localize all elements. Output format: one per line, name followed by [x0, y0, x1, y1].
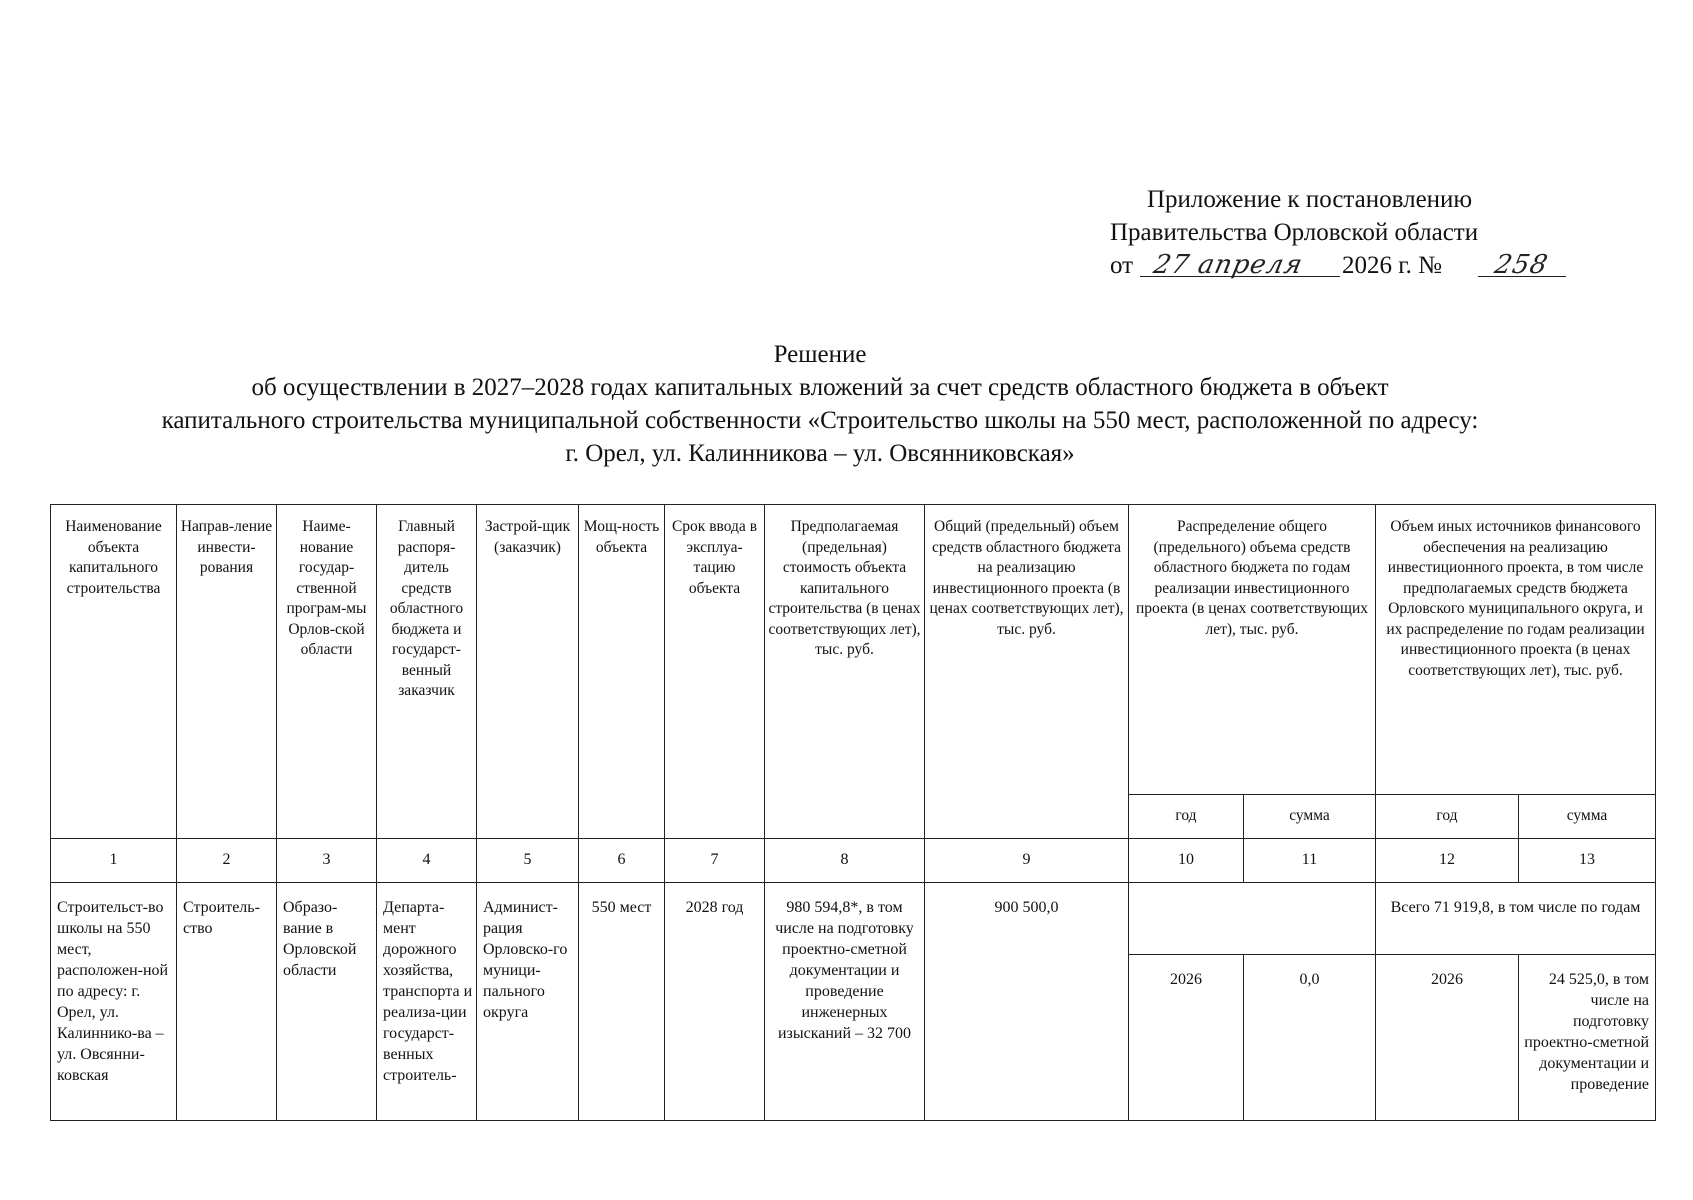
appendix-ot: от — [1110, 252, 1134, 279]
header-term: Срок ввода в эксплуа-тацию объекта — [665, 505, 765, 839]
cell-other-total: Всего 71 919,8, в том числе по годам — [1376, 883, 1656, 955]
column-number: 10 — [1129, 839, 1244, 883]
appendix-line-2: Правительства Орловской области — [1110, 219, 1479, 246]
cell-capacity: 550 мест — [579, 883, 665, 1121]
subheader-sum-b: сумма — [1519, 795, 1656, 839]
column-number: 11 — [1244, 839, 1376, 883]
header-object-name: Наименование объекта капитального строительства — [51, 505, 177, 839]
handwritten-date: 27 апреля — [1150, 250, 1306, 280]
title-line-1: Решение — [773, 341, 867, 368]
cell-sum-a: 0,0 — [1244, 955, 1376, 1121]
header-budget-distribution: Распределение общего (предельного) объема средств областного бюджета по годам реализации инвестиционного проекта (в ценах соответствующих лет), тыс. руб. — [1129, 505, 1376, 795]
document-title — [0, 338, 1640, 470]
title-line-2: об осуществлении в 2027–2028 годах капитальных вложений за счет средств областного бюджета в объект — [251, 374, 1389, 401]
subheader-year-a: год — [1129, 795, 1244, 839]
appendix-line-3 — [1110, 249, 1580, 282]
appendix-year: 2026 г. № — [1342, 252, 1443, 279]
column-number: 6 — [579, 839, 665, 883]
appendix-block — [1110, 183, 1580, 282]
header-direction: Направ-ление инвести-рования — [177, 505, 277, 839]
column-number: 3 — [277, 839, 377, 883]
subheader-sum-a: сумма — [1244, 795, 1376, 839]
column-number: 7 — [665, 839, 765, 883]
title-line-4: г. Орел, ул. Калинникова – ул. Овсянниковская» — [565, 440, 1075, 467]
header-program: Наиме-нование государ-ственной програм-мы Орлов-ской области — [277, 505, 377, 839]
cell-direction: Строитель-ство — [177, 883, 277, 1121]
column-number: 8 — [765, 839, 925, 883]
cell-term: 2028 год — [665, 883, 765, 1121]
cell-estimated-cost: 980 594,8*, в том числе на подготовку проектно-сметной документации и проведение инженерных изысканий – 32 700 — [765, 883, 925, 1121]
cell-budget-empty — [1129, 883, 1376, 955]
cell-developer: Админист-рация Орловско-го муници-пального округа — [477, 883, 579, 1121]
header-capacity: Мощ-ность объекта — [579, 505, 665, 839]
header-developer: Застрой-щик (заказчик) — [477, 505, 579, 839]
cell-sum-b: 24 525,0, в том числе на подготовку проектно-сметной документации и проведение — [1519, 955, 1656, 1121]
cell-object-name: Строительст-во школы на 550 мест, расположен-ной по адресу: г. Орел, ул. Калиннико-ва – ул. Овсянни-ковская — [51, 883, 177, 1121]
column-number: 13 — [1519, 839, 1656, 883]
header-row — [51, 505, 1656, 795]
handwritten-number: 258 — [1491, 250, 1551, 280]
column-number: 2 — [177, 839, 277, 883]
investment-table — [50, 504, 1656, 1121]
column-number: 9 — [925, 839, 1129, 883]
appendix-line-1: Приложение к постановлению — [1147, 186, 1473, 213]
cell-year-a: 2026 — [1129, 955, 1244, 1121]
column-number: 4 — [377, 839, 477, 883]
header-total-budget: Общий (предельный) объем средств областного бюджета на реализацию инвестиционного проекта (в ценах соответствующих лет), тыс. руб. — [925, 505, 1129, 839]
cell-year-b: 2026 — [1376, 955, 1519, 1121]
column-number: 5 — [477, 839, 579, 883]
column-number: 1 — [51, 839, 177, 883]
column-number: 12 — [1376, 839, 1519, 883]
cell-manager: Департа-мент дорожного хозяйства, транспорта и реализа-ции государст-венных строитель- — [377, 883, 477, 1121]
header-manager: Главный распоря-дитель средств областного бюджета и государст-венный заказчик — [377, 505, 477, 839]
header-other-sources: Объем иных источников финансового обеспечения на реализацию инвестиционного проекта, в том числе предполагаемых средств бюджета Орловского муниципального округа, и их распределение по годам реализации инвестиционного проекта (в ценах соответствующих лет), тыс. руб. — [1376, 505, 1656, 795]
title-line-3: капитального строительства муниципальной собственности «Строительство школы на 550 мест, расположенной по адресу: — [161, 407, 1479, 434]
cell-total-budget: 900 500,0 — [925, 883, 1129, 1121]
column-numbers-row — [51, 839, 1656, 883]
data-row — [51, 883, 1656, 955]
header-estimated-cost: Предполагаемая (предельная) стоимость объекта капитального строительства (в ценах соответствующих лет), тыс. руб. — [765, 505, 925, 839]
cell-program: Образо-вание в Орловской области — [277, 883, 377, 1121]
subheader-year-b: год — [1376, 795, 1519, 839]
